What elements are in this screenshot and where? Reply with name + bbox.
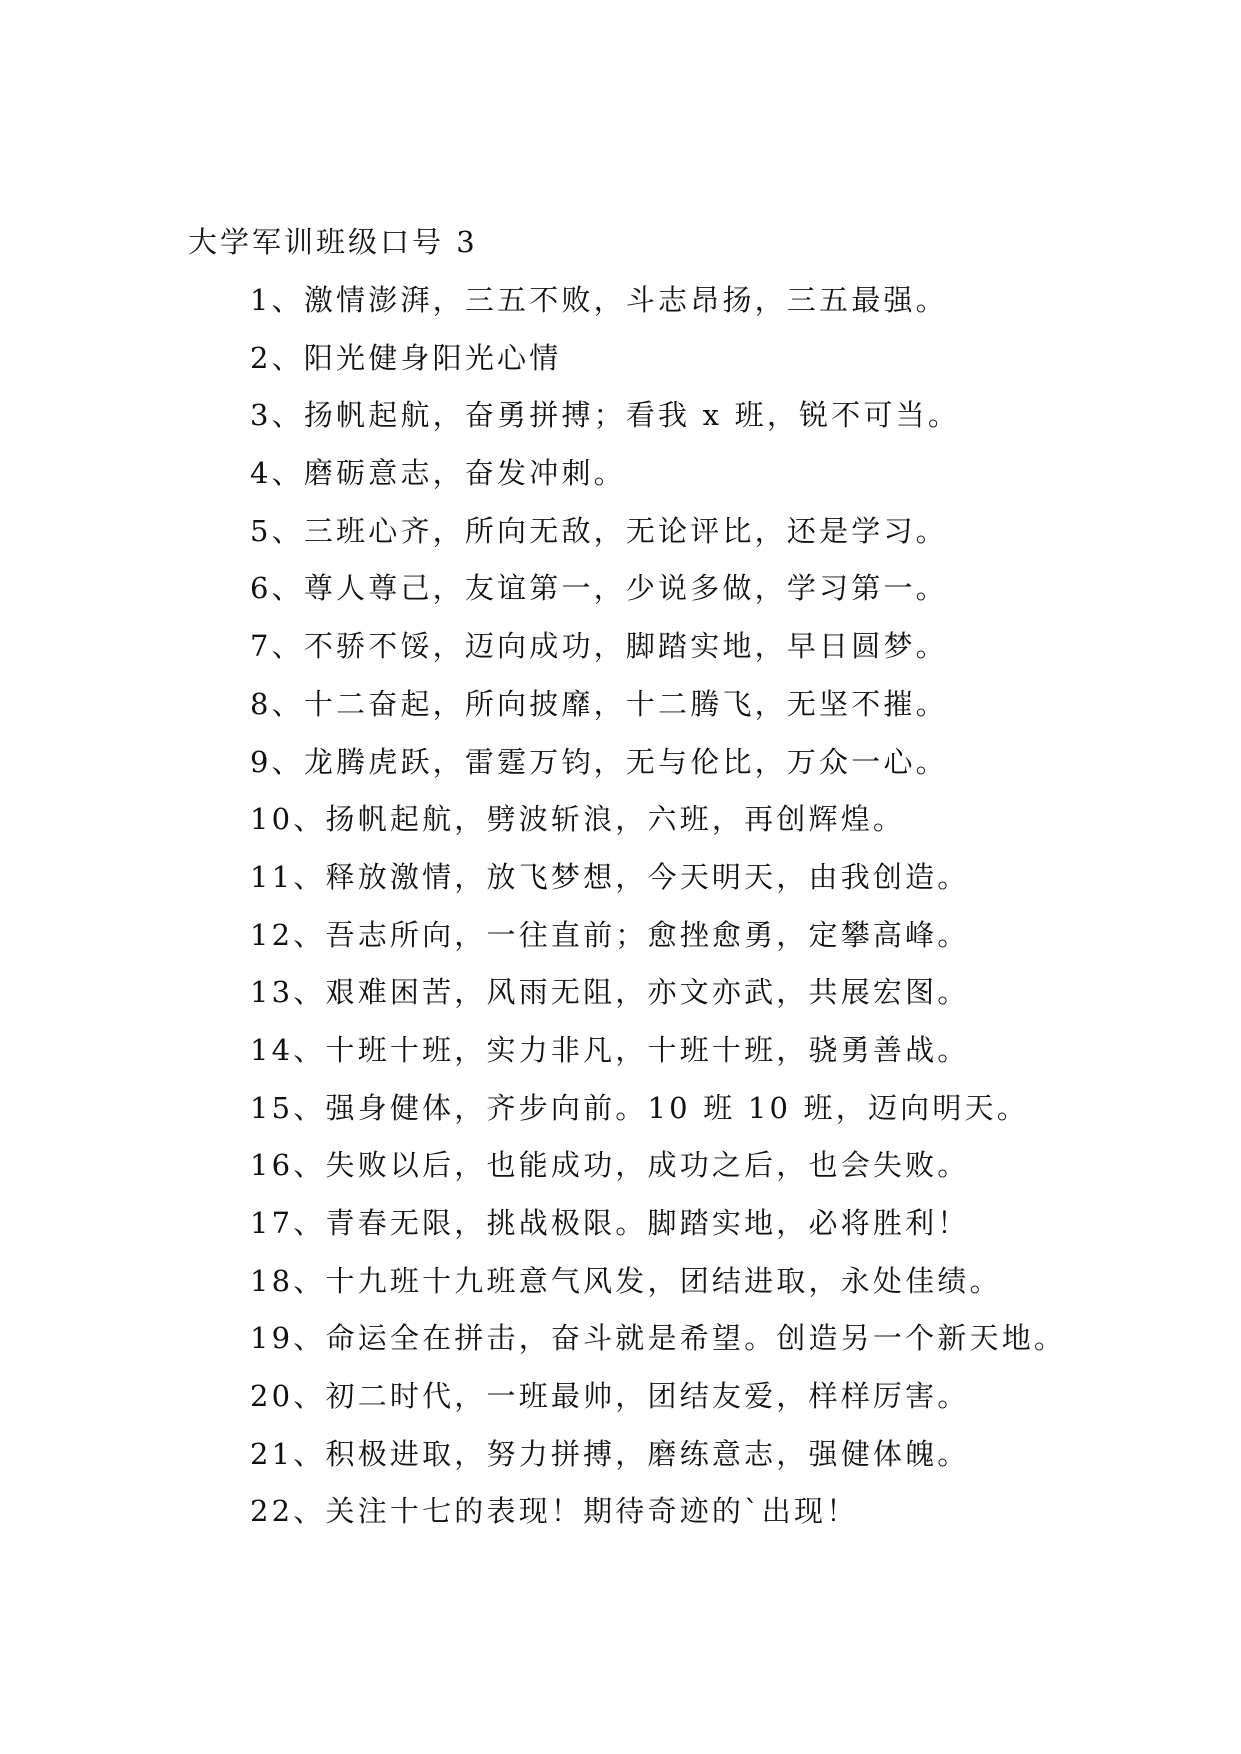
slogan-item-12: 12、吾志所向，一往直前；愈挫愈勇，定攀高峰。 bbox=[250, 917, 970, 952]
slogan-item-4: 4、磨砺意志，奋发冲刺。 bbox=[250, 456, 626, 491]
slogan-item-16: 16、失败以后，也能成功，成功之后，也会失败。 bbox=[250, 1148, 970, 1183]
slogan-item-18: 18、十九班十九班意气风发，团结进取，永处佳绩。 bbox=[250, 1263, 1002, 1298]
document-title: 大学军训班级口号 3 bbox=[188, 225, 478, 259]
slogan-item-7: 7、不骄不馁，迈向成功，脚踏实地，早日圆梦。 bbox=[250, 629, 948, 664]
slogan-item-6: 6、尊人尊己，友谊第一，少说多做，学习第一。 bbox=[250, 571, 948, 606]
slogan-item-20: 20、初二时代，一班最帅，团结友爱，样样厉害。 bbox=[250, 1379, 970, 1414]
slogan-item-13: 13、艰难困苦，风雨无阻，亦文亦武，共展宏图。 bbox=[250, 975, 970, 1010]
slogan-item-17: 17、青春无限，挑战极限。脚踏实地，必将胜利！ bbox=[250, 1206, 970, 1240]
slogan-item-3: 3、扬帆起航，奋勇拼搏；看我 x 班，锐不可当。 bbox=[250, 398, 961, 433]
slogan-item-9: 9、龙腾虎跃，雷霆万钧，无与伦比，万众一心。 bbox=[250, 744, 948, 779]
slogan-item-11: 11、释放激情，放飞梦想，今天明天，由我创造。 bbox=[250, 859, 970, 894]
slogan-item-1: 1、激情澎湃，三五不败，斗志昂扬，三五最强。 bbox=[250, 283, 948, 317]
slogan-list bbox=[250, 280, 1066, 1549]
slogan-item-15: 15、强身健体，齐步向前。10 班 10 班，迈向明天。 bbox=[250, 1090, 1029, 1125]
slogan-item-5: 5、三班心齐，所向无敌，无论评比，还是学习。 bbox=[250, 513, 948, 548]
slogan-item-19: 19、命运全在拼击，奋斗就是希望。创造另一个新天地。 bbox=[250, 1321, 1067, 1356]
slogan-item-14: 14、十班十班，实力非凡，十班十班，骁勇善战。 bbox=[250, 1032, 970, 1067]
slogan-item-2: 2、阳光健身阳光心情 bbox=[250, 340, 562, 375]
slogan-item-10: 10、扬帆起航，劈波斩浪，六班，再创辉煌。 bbox=[250, 802, 906, 837]
slogan-item-21: 21、积极进取，努力拼搏，磨练意志，强健体魄。 bbox=[250, 1436, 970, 1471]
slogan-item-22: 22、关注十七的表现！期待奇迹的`出现！ bbox=[250, 1494, 859, 1529]
slogan-item-8: 8、十二奋起，所向披靡，十二腾飞，无坚不摧。 bbox=[250, 686, 948, 721]
